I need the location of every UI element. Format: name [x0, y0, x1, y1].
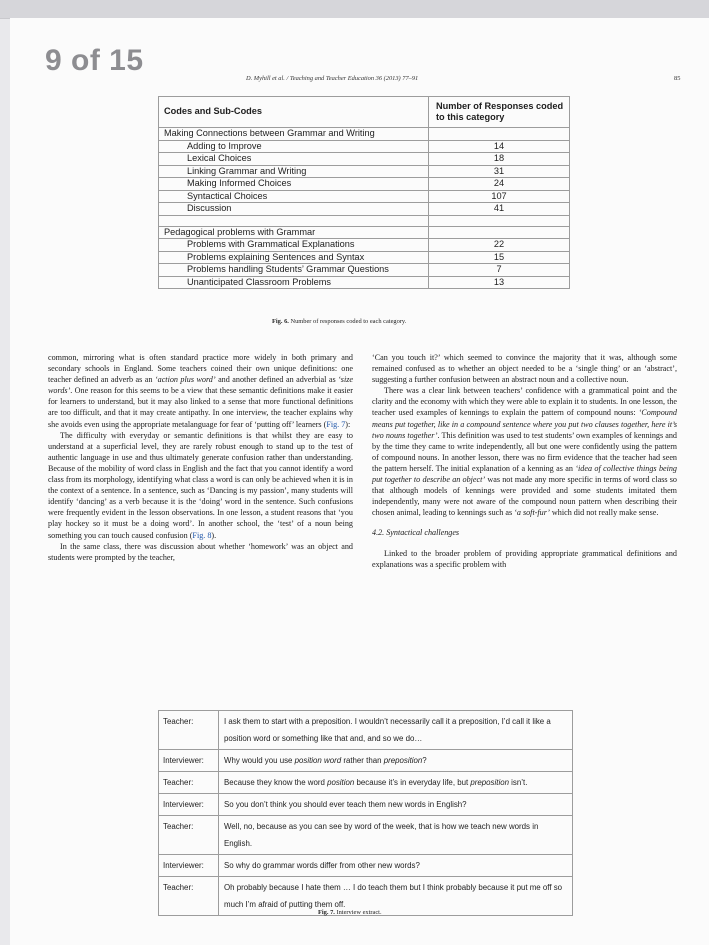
- paragraph: There was a clear link between teachers’ confidence with a grammatical point and the clarity and the economy with which they were able to explain it to students. In one lesson, the teacher used examples of kennings to explain the pattern of compound nouns: ‘Compound means put together, like in a compound sentence where you put two clauses together, here it’s two nouns together’. This definition was used to test students’ own examples of kennings and by the time they came to write independently, all but one were confidently using the pattern of compound nouns. In another lesson, there was no firm evidence that the teacher had seen the pattern herself. The initial explanation of a kenning as an ‘idea of collective things being put together to describe an object’ was not made any more specific in terms of word class so that although models of kennings were provided and some students imitated them independently, many were not aware of the compound noun pattern when describing their chosen animal, leading to kennings such as ‘a soft-fur’ which did not really make sense.: [372, 386, 677, 518]
- utterance: Well, no, because as you can see by word of the week, that is how we teach new words in English.: [219, 816, 573, 855]
- table-row: [159, 264, 570, 277]
- fig6-table: [158, 96, 570, 289]
- paragraph: Linked to the broader problem of providing appropriate grammatical definitions and explanations was a specific problem with: [372, 548, 677, 569]
- caption-label: Fig. 6.: [272, 318, 289, 325]
- page-counter: 9 of 15: [45, 44, 144, 77]
- column-header-codes: Codes and Sub-Codes: [159, 97, 429, 128]
- right-column: [372, 352, 677, 570]
- row-value: 31: [429, 165, 570, 178]
- paragraph: In the same class, there was discussion about whether ‘homework’ was an object and students were prompted by the teacher,: [48, 541, 353, 562]
- table-row: [159, 251, 570, 264]
- table-row: [159, 772, 573, 794]
- table-row: [159, 203, 570, 216]
- row-label: Problems handling Students’ Grammar Questions: [159, 264, 429, 277]
- speaker: Teacher:: [159, 877, 219, 916]
- caption-text: Number of responses coded to each category.: [290, 318, 407, 325]
- caption-text: Interview extract.: [336, 909, 382, 916]
- table-row: [159, 140, 570, 153]
- row-label: Adding to Improve: [159, 140, 429, 153]
- row-label: Unanticipated Classroom Problems: [159, 276, 429, 289]
- table-row: [159, 711, 573, 750]
- utterance: So you don’t think you should ever teach them new words in English?: [219, 794, 573, 816]
- speaker: Interviewer:: [159, 794, 219, 816]
- table-header-row: [159, 97, 570, 128]
- table-row: [159, 816, 573, 855]
- row-label: Making Informed Choices: [159, 178, 429, 191]
- row-value: 7: [429, 264, 570, 277]
- paragraph: ‘Can you touch it?’ which seemed to convince the majority that it was, although some remained confused as to whether an object needed to be a ‘single thing’ or an ‘abstract’, suggesting a further confusion between an abstract noun and a collective noun.: [372, 353, 677, 385]
- table-row: [159, 276, 570, 289]
- table-row: [159, 750, 573, 772]
- utterance: Because they know the word position because it’s in everyday life, but preposition isn’t.: [219, 772, 573, 794]
- figure-link[interactable]: Fig. 8: [192, 530, 212, 540]
- table-row: [159, 165, 570, 178]
- viewer-top-bar: [0, 0, 709, 19]
- figure-link[interactable]: Fig. 7: [326, 419, 346, 429]
- speaker: Interviewer:: [159, 750, 219, 772]
- row-label: Problems explaining Sentences and Syntax: [159, 251, 429, 264]
- fig7-caption: [318, 909, 382, 916]
- utterance: I ask them to start with a preposition. I wouldn’t necessarily call it a preposition, I’d call it like a position word or something like that and, and so we do…: [219, 711, 573, 750]
- row-label: Discussion: [159, 203, 429, 216]
- utterance: So why do grammar words differ from other new words?: [219, 855, 573, 877]
- speaker: Teacher:: [159, 816, 219, 855]
- table-row: [159, 153, 570, 166]
- speaker: Teacher:: [159, 772, 219, 794]
- utterance: Why would you use position word rather than preposition?: [219, 750, 573, 772]
- utterance: Oh probably because I hate them … I do teach them but I think probably because it put me off so much I’m afraid of putting them off.: [219, 877, 573, 916]
- running-head: D. Myhill et al. / Teaching and Teacher Education 36 (2013) 77–91: [246, 75, 419, 82]
- caption-label: Fig. 7.: [318, 909, 335, 916]
- row-value: 22: [429, 239, 570, 252]
- column-header-responses: Number of Responses coded to this category: [429, 97, 570, 128]
- group-title: Making Connections between Grammar and Writing: [159, 128, 429, 141]
- group-title: Pedagogical problems with Grammar: [159, 226, 429, 239]
- speaker: Interviewer:: [159, 855, 219, 877]
- row-label: Linking Grammar and Writing: [159, 165, 429, 178]
- table-row: [159, 239, 570, 252]
- paragraph: common, mirroring what is often standard practice more widely in both primary and secondary schools in England. Some teachers coined their own unique definitions: one teacher defined an adverb as an ‘action plus word’ and another defined an adverbial as ‘size words’. One reason for this seems to be a view that these semantic definitions make it easier for learners to understand, but it may also linked to a sense that more functional definitions are too difficult, and that it may create antipathy. In one interview, the teacher explains why she avoids even using the appropriate metalanguage for fear of ‘putting off’ learners (Fig. 7):: [48, 353, 353, 429]
- page-number: 85: [674, 75, 681, 82]
- group-title-row: [159, 226, 570, 239]
- section-heading: 4.2. Syntactical challenges: [372, 528, 460, 538]
- spacer-row: [159, 215, 570, 226]
- row-value: 107: [429, 190, 570, 203]
- table-row: [159, 794, 573, 816]
- row-label: Syntactical Choices: [159, 190, 429, 203]
- group-title-row: [159, 128, 570, 141]
- row-label: Problems with Grammatical Explanations: [159, 239, 429, 252]
- left-column: [48, 352, 353, 563]
- fig6-caption: [272, 318, 406, 325]
- row-value: 24: [429, 178, 570, 191]
- row-value: 13: [429, 276, 570, 289]
- row-label: Lexical Choices: [159, 153, 429, 166]
- row-value: 41: [429, 203, 570, 216]
- fig7-table: [158, 710, 573, 916]
- row-value: 18: [429, 153, 570, 166]
- table-row: [159, 178, 570, 191]
- speaker: Teacher:: [159, 711, 219, 750]
- row-value: 14: [429, 140, 570, 153]
- paragraph: The difficulty with everyday or semantic definitions is that whilst they are easy to understand at a superficial level, they are rarely robust enough to stand up to the test of authentic language in use and thus ultimately generate confusion rather than understanding. Because of the mobility of word class in English and the fact that you cannot identify a word class from its morphology, identifying what class a word is can only be achieved when it is in the context of a sentence. In a sentence, such as ‘Dancing is my passion’, many students will identify ‘dancing’ as a verb because it is the ‘doing’ word in the sentence. Such confusions were frequently evident in the lesson observations. In one lesson, a student reasons that ‘you play hockey so it must be a doing word’. In another school, the ‘test’ of a noun being something you can touch caused confusion (Fig. 8).: [48, 430, 353, 540]
- table-row: [159, 190, 570, 203]
- table-row: [159, 855, 573, 877]
- row-value: 15: [429, 251, 570, 264]
